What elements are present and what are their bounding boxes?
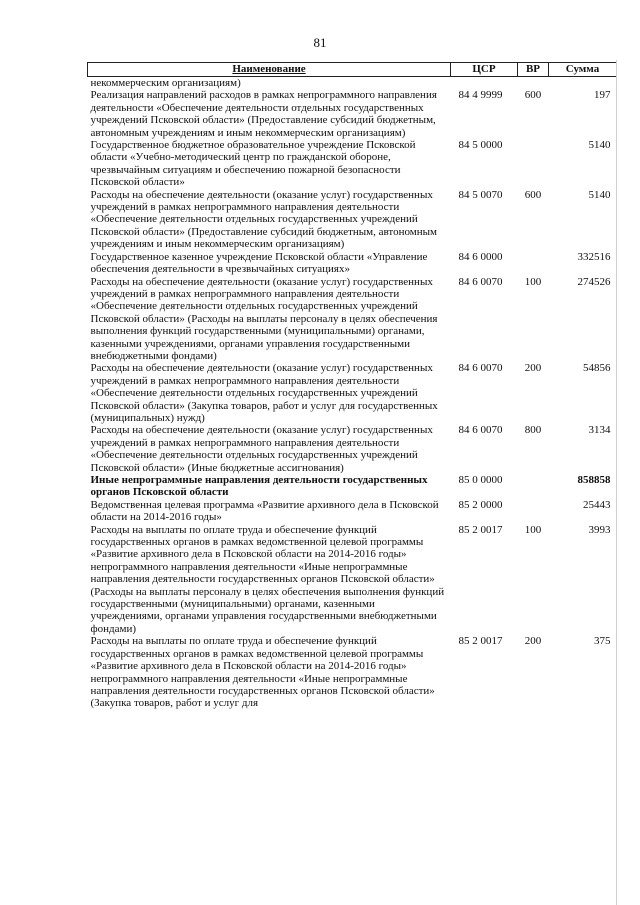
row-name: Расходы на обеспечение деятельности (оказание услуг) государственных учреждений в рамках непрограммного направления деятельности «Обеспечение деятельности отдельных государственных учреждений Псковской области» (Иные бюджетные ассигнования): [90, 424, 433, 474]
row-name: Расходы на выплаты по оплате труда и обеспечение функций государственных органов в рамках ведомственной целевой программы «Развитие архивного дела в Псковской области на 2014-2016 годы» непрограммного направления деятельности «Иные непрограммные направления деятельности государственных органов Псковской области» (Расходы на выплаты персоналу в целях обеспечения выполнения функций государственными (муниципальными) органами, казенными учреждениями, органами управления государственными внебюджетными фондами): [90, 523, 445, 635]
table-header: [88, 63, 617, 77]
row-sum: [549, 77, 617, 90]
row-sum: 197: [594, 89, 611, 102]
row-csr: 84 6 0070: [458, 424, 503, 437]
table-row: [88, 499, 617, 524]
table-row: [88, 89, 617, 139]
row-csr: 85 0 0000: [458, 474, 503, 486]
row-name: Реализация направлений расходов в рамках непрограммного направления деятельности «Обеспечение деятельности отдельных государственных учреждений Псковской области» (Предоставление субсидий бюджетным, автономным учреждениям и иным некоммерческим организациям): [90, 89, 437, 139]
row-vr: 100: [524, 275, 542, 288]
row-csr: 84 6 0000: [458, 250, 503, 263]
row-name: Государственное бюджетное образовательное учреждение Псковской области «Учебно-методический центр по гражданской обороне, чрезвычайным ситуациям и обеспечению пожарной безопасности Псковской области»: [90, 139, 416, 189]
row-csr: 85 2 0000: [458, 498, 503, 511]
row-sum: 858858: [577, 474, 611, 486]
row-name: некоммерческим организациям): [90, 77, 241, 89]
row-csr: 84 6 0070: [458, 362, 503, 375]
row-name: Ведомственная целевая программа «Развитие архивного дела в Псковской области на 2014-2016 годы»: [90, 498, 439, 524]
budget-table: [87, 62, 617, 710]
table-row: [88, 635, 617, 709]
table-body: [88, 77, 617, 710]
row-name: Расходы на выплаты по оплате труда и обеспечение функций государственных органов в рамках ведомственной целевой программы «Развитие архивного дела в Псковской области на 2014-2016 годы» непрограммного направления деятельности «Иные непрограммные направления деятельности государственных органов Псковской области» (Закупка товаров, работ и услуг для: [90, 635, 435, 710]
row-csr: [451, 77, 518, 90]
scan-edge-line: [616, 60, 617, 905]
row-vr: [518, 474, 549, 499]
row-sum: 3134: [588, 424, 611, 437]
row-csr: 85 2 0017: [458, 635, 503, 648]
table-row: [88, 77, 617, 90]
row-name: Расходы на обеспечение деятельности (оказание услуг) государственных учреждений в рамках непрограммного направления деятельности «Обеспечение деятельности отдельных государственных учреждений Псковской области» (Предоставление субсидий бюджетным, автономным учреждениям и иным некоммерческим организациям): [90, 188, 437, 251]
table-row: [88, 424, 617, 474]
row-csr: 84 6 0070: [458, 275, 503, 288]
header-sum: Сумма: [549, 63, 617, 77]
row-sum: 375: [594, 635, 611, 648]
row-name: Иные непрограммные направления деятельности государственных органов Псковской области: [90, 474, 428, 499]
row-csr: 84 5 0000: [458, 139, 503, 152]
row-vr: [518, 139, 549, 189]
row-csr: 84 4 9999: [458, 89, 503, 102]
table-row: [88, 276, 617, 363]
row-vr: 200: [524, 362, 542, 375]
table-row: [88, 251, 617, 276]
row-vr: 600: [524, 89, 542, 102]
header-name: Наименование: [88, 63, 451, 77]
row-sum: 25443: [583, 498, 611, 511]
row-csr: 85 2 0017: [458, 523, 503, 536]
row-sum: 332516: [577, 250, 611, 263]
row-vr: 600: [524, 188, 542, 201]
row-sum: 3993: [588, 523, 611, 536]
row-name: Расходы на обеспечение деятельности (оказание услуг) государственных учреждений в рамках непрограммного направления деятельности «Обеспечение деятельности отдельных государственных учреждений Псковской области» (Закупка товаров, работ и услуг для государственных (муниципальных) нужд): [90, 362, 438, 424]
table-row: [88, 524, 617, 636]
row-sum: 5140: [588, 188, 611, 201]
row-vr: [518, 77, 549, 90]
row-name: Государственное казенное учреждение Псковской области «Управление обеспечения деятельности в чрезвычайных ситуациях»: [90, 250, 428, 276]
page-number: 81: [313, 35, 327, 50]
header-csr: ЦСР: [451, 63, 518, 77]
row-sum: 5140: [588, 139, 611, 152]
table-row: [88, 362, 617, 424]
table-row-section: [88, 474, 617, 499]
row-vr: [518, 499, 549, 524]
row-vr: 200: [524, 635, 542, 648]
row-vr: 800: [524, 424, 542, 437]
row-csr: 84 5 0070: [458, 188, 503, 201]
header-vr: ВР: [518, 63, 549, 77]
row-sum: 54856: [583, 362, 611, 375]
table-row: [88, 139, 617, 189]
row-name: Расходы на обеспечение деятельности (оказание услуг) государственных учреждений в рамках непрограммного направления деятельности «Обеспечение деятельности отдельных государственных учреждений Псковской области» (Расходы на выплаты персоналу в целях обеспечения выполнения функций государственными (муниципальными) органами, казенными учреждениями, органами управления государственными внебюджетными фондами): [90, 275, 438, 362]
table-row: [88, 189, 617, 251]
row-vr: [518, 251, 549, 276]
row-sum: 274526: [577, 275, 611, 288]
row-vr: 100: [524, 523, 542, 536]
